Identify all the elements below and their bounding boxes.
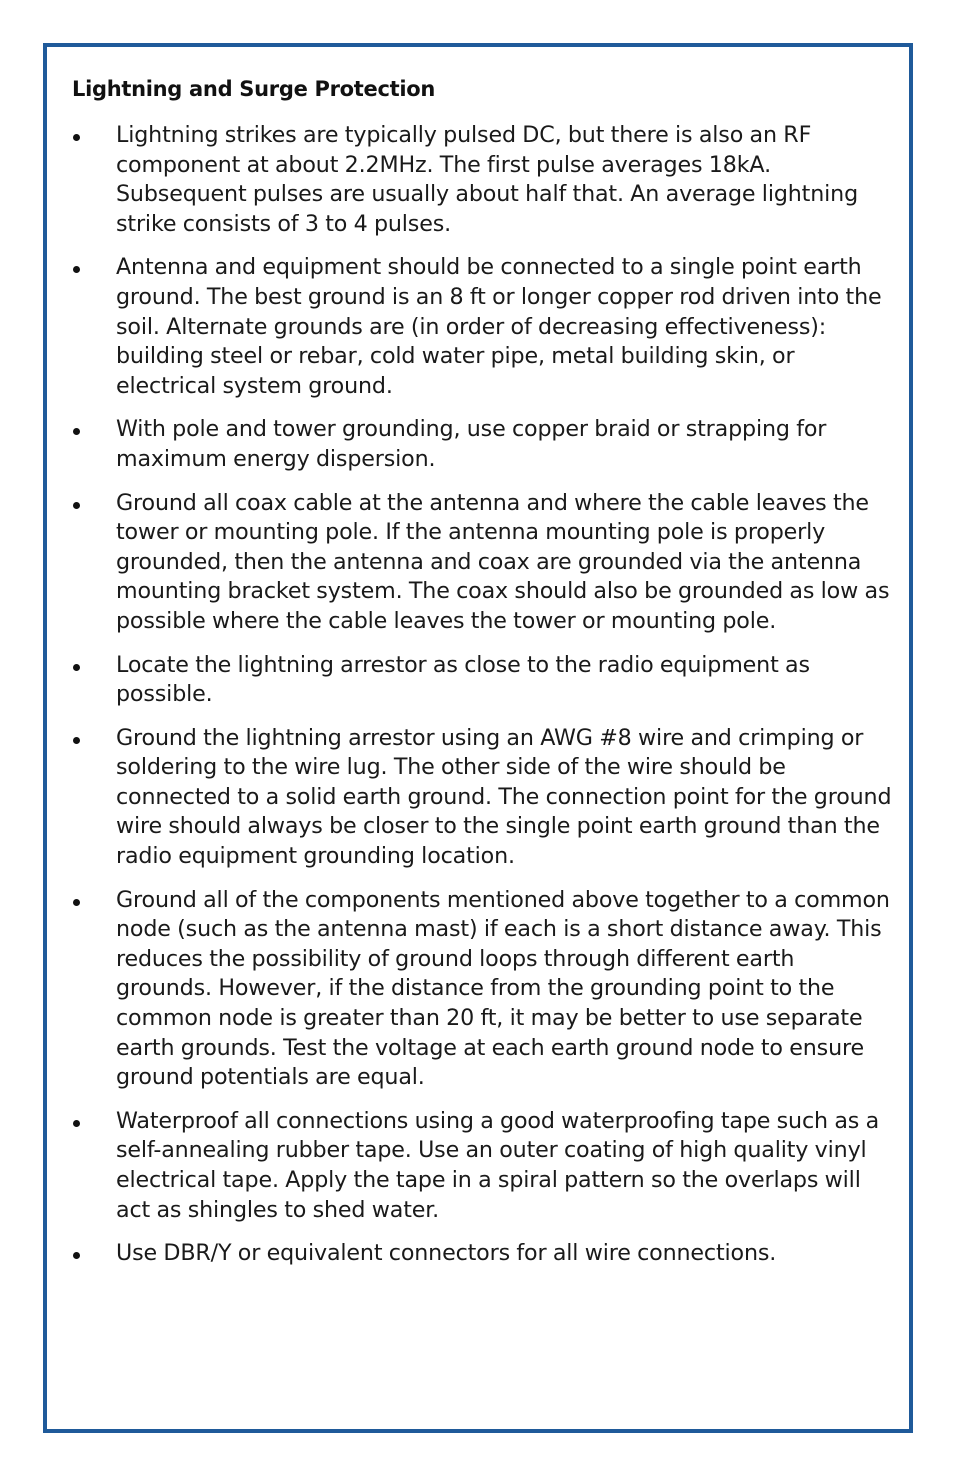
list-item [72,724,892,872]
list-item [72,253,892,401]
list-item [72,886,892,1093]
list-item-text: Ground all coax cable at the antenna and where the cable leaves the tower or mounting pole. If the antenna mounting pole is properly grounded, then the antenna and coax are grounded via the antenna mounting bracket system. The coax should also be grounded as low as possible where the cable leaves the tower or mounting pole. [116,489,890,634]
bullet-icon [73,266,80,273]
bullet-icon [73,737,80,744]
list-item [72,121,892,239]
list-item [72,1239,892,1269]
list-item [72,651,892,710]
list-item-text: Ground the lightning arrestor using an AWG #8 wire and crimping or soldering to the wire lug. The other side of the wire should be connected to a solid earth ground. The connection point for the ground wire should always be closer to the single point earth ground than the radio equipment grounding location. [116,724,892,870]
list-item-text: Locate the lightning arrestor as close to the radio equipment as possible. [116,651,810,708]
bullet-icon [73,428,80,435]
list-item-text: With pole and tower grounding, use copper braid or strapping for maximum energy dispersion. [116,416,827,472]
bullet-icon [73,502,80,509]
bullet-icon [73,1120,80,1127]
bullet-icon [73,134,80,141]
list-item [72,1107,892,1225]
list-item-text: Antenna and equipment should be connected to a single point earth ground. The best ground is an 8 ft or longer copper rod driven into the soil. Alternate grounds are (in order of decreasing effectiveness): building steel or rebar, cold water pipe, metal building skin, or electrical system ground. [116,254,882,399]
page-frame [43,43,913,1433]
list-item [72,415,892,474]
bullet-icon [73,899,80,906]
list-item-text: Ground all of the components mentioned above together to a common node (such as the antenna mast) if each is a short distance away. This reduces the possibility of ground loops through different earth grounds. However, if the distance from the grounding point to the common node is greater than 20 ft, it may be better to use separate earth grounds. Test the voltage at each earth ground node to ensure ground potentials are equal. [116,886,890,1091]
bullet-icon [73,1252,80,1259]
list-item-text: Waterproof all connections using a good waterproofing tape such as a self-annealing rubber tape. Use an outer coating of high quality vinyl electrical tape. Apply the tape in a spiral pattern so the overlaps will act as shingles to shed water. [116,1107,880,1223]
bullet-list [72,121,892,1283]
list-item-text: Use DBR/Y or equivalent connectors for all wire connections. [116,1240,777,1267]
list-item [72,489,892,637]
bullet-icon [73,664,80,671]
list-item-text: Lightning strikes are typically pulsed DC, but there is also an RF component at about 2.2MHz. The first pulse averages 18kA. Subsequent pulses are usually about half that. An average lightning strike consists of 3 to 4 pulses. [116,122,859,237]
section-title: Lightning and Surge Protection [72,77,436,101]
